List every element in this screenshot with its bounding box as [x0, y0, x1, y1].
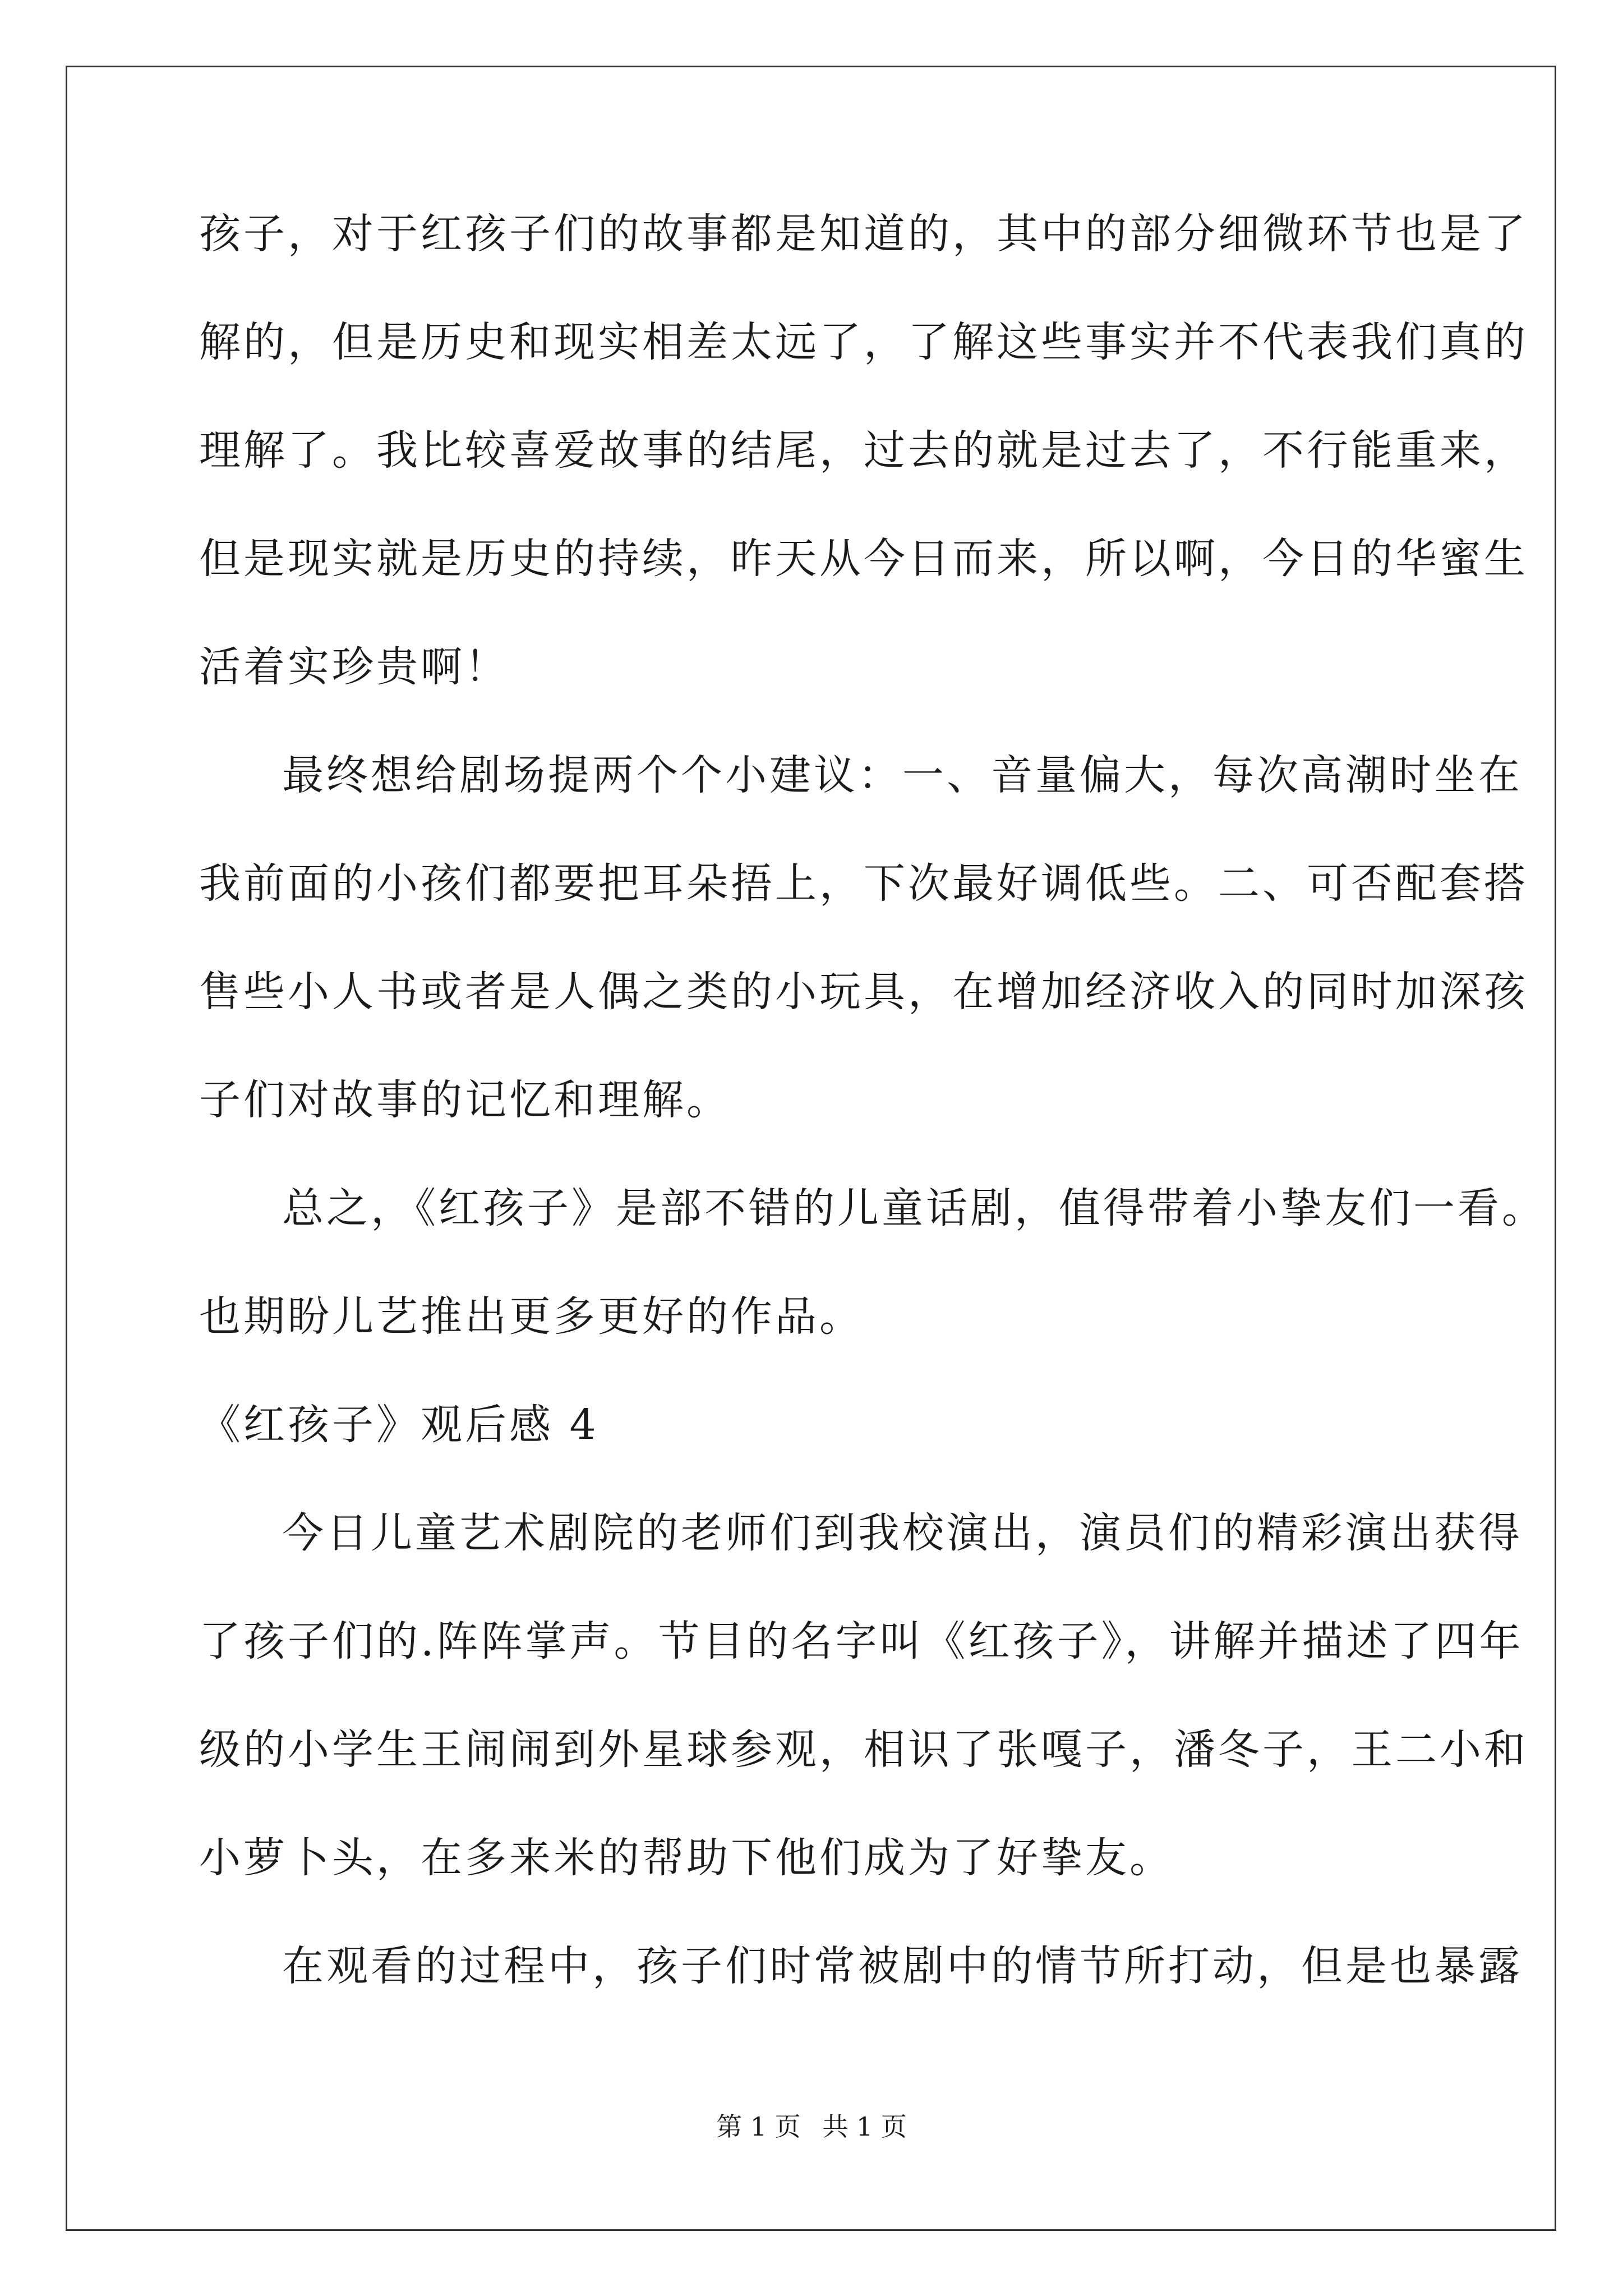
- text-line: 售些小人书或者是人偶之类的小玩具，在增加经济收入的同时加深孩: [199, 968, 1528, 1016]
- text-line: 理解了。我比较喜爱故事的结尾，过去的就是过去了，不行能重来，: [199, 426, 1528, 475]
- text-line: 子们对故事的记忆和理解。: [199, 1076, 731, 1124]
- document-body: [199, 210, 1546, 2054]
- page-footer: [0, 2106, 1623, 2143]
- paragraph-start-line: 在观看的过程中，孩子们时常被剧中的情节所打动，但是也暴露: [282, 1942, 1523, 1990]
- page-number: 第 1 页: [716, 2111, 801, 2142]
- paragraph-start-line: 今日儿童艺术剧院的老师们到我校演出，演员们的精彩演出获得: [282, 1509, 1523, 1557]
- text-line: 也期盼儿艺推出更多更好的作品。: [199, 1292, 864, 1341]
- text-line: 小萝卜头，在多来米的帮助下他们成为了好挚友。: [199, 1834, 1174, 1882]
- paragraph-start-line: 总之，《红孩子》是部不错的儿童话剧，值得带着小挚友们一看。: [282, 1184, 1546, 1232]
- text-line: 孩子，对于红孩子们的故事都是知道的，其中的部分细微环节也是了: [199, 210, 1528, 258]
- text-line: 活着实珍贵啊！: [199, 643, 509, 691]
- text-line: 我前面的小孩们都要把耳朵捂上，下次最好调低些。二、可否配套搭: [199, 859, 1528, 908]
- page-total: 共 1 页: [822, 2111, 907, 2142]
- text-line: 级的小学生王闹闹到外星球参观，相识了张嘎子，潘冬子，王二小和: [199, 1726, 1528, 1774]
- section-heading: 《红孩子》观后感 4: [199, 1401, 599, 1449]
- paragraph-start-line: 最终想给剧场提两个个小建议：一、音量偏大，每次高潮时坐在: [282, 751, 1523, 799]
- text-line: 解的，但是历史和现实相差太远了，了解这些事实并不代表我们真的: [199, 318, 1528, 366]
- text-line: 但是现实就是历史的持续，昨天从今日而来，所以啊，今日的华蜜生: [199, 535, 1528, 583]
- text-line: 了孩子们的.阵阵掌声。节目的名字叫《红孩子》，讲解并描述了四年: [199, 1617, 1524, 1665]
